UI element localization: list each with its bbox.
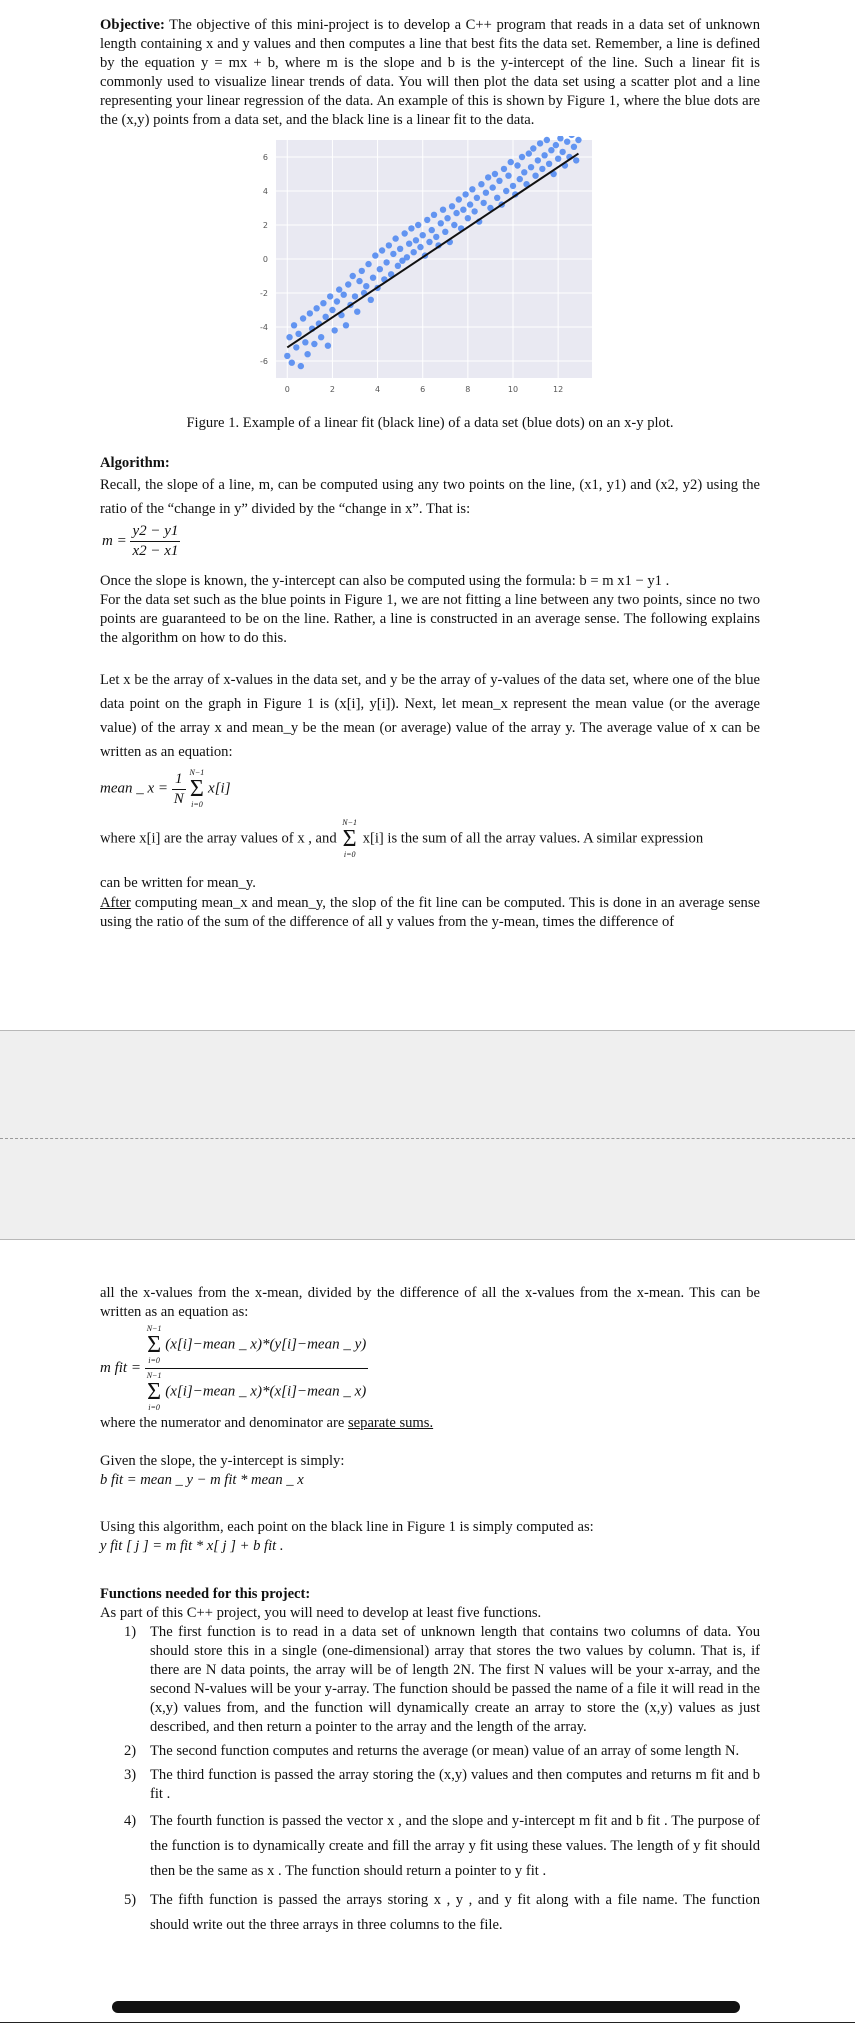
data-point [537,140,543,146]
data-point [334,298,340,304]
data-point [359,268,365,274]
data-point [370,275,376,281]
data-point [379,247,385,253]
home-indicator[interactable] [112,2001,740,2013]
data-point [397,246,403,252]
data-point [469,186,475,192]
page-gap [0,1030,855,1240]
page-break-line [0,1138,855,1139]
x-tick-label: 0 [284,385,290,394]
data-point [496,178,502,184]
data-point [311,341,317,347]
data-point [415,222,421,228]
algorithm-intro-text: Recall, the slope of a line, m, can be computed using any two points on the line, (x1, y1) and (x2, y2) using the ratio of the “change in y” divided by the “change in x”. That is: [100,477,760,517]
data-point [519,154,525,160]
data-point [429,227,435,233]
data-point [442,229,448,235]
objective-paragraph [100,16,760,130]
page-2 [0,1240,855,2030]
sum-lower-limit: i=0 [191,800,203,809]
mean-frac-denominator: N [173,790,184,807]
sum-upper-limit: N−1 [189,768,205,777]
mean-equation [100,768,231,810]
data-point [298,363,304,369]
data-point [413,237,419,243]
data-point [395,263,401,269]
data-point [471,208,477,214]
data-point [368,297,374,303]
after-paragraph [100,894,760,932]
data-point [320,300,326,306]
figure-caption: Figure 1. Example of a linear fit (black line) of a data set (blue dots) on an x-y plot. [186,415,674,431]
data-point [336,286,342,292]
where-separate-paragraph [100,1414,760,1433]
item-number: 5) [124,1892,137,1908]
bfit-equation: b fit = mean _ y − m fit * mean _ x [100,1472,304,1488]
where-paragraph [100,818,760,893]
objective-text: The objective of this mini-project is to develop a C++ program that reads in a data set of unknown length containing x and y values and then computes a line that best fits the data set. Remember, a line is defined by the equation y = mx + b, where m is the slope and b is the y-intercept of the line. Such a linear fit is commonly used to visualize linear trends of data. You will then plot the data set using a scatter plot and a line representing your linear regression of the data. An example of this is shown by Figure 1, where the blue dots are the (x,y) points from a data set, and the black line is a linear fit to the data. [100,17,760,128]
mfit-num-sum-upper: N−1 [146,1324,162,1333]
data-point [573,157,579,163]
objective-heading: Objective: [100,17,165,33]
data-point [564,139,570,145]
data-point [508,159,514,165]
y-tick-label: 4 [262,187,268,196]
data-point [483,190,489,196]
using-text: Using this algorithm, each point on the black line in Figure 1 is simply computed as: [100,1519,594,1535]
item-number: 4) [124,1813,137,1829]
y-tick-label: 0 [262,255,268,264]
where-sum-lower: i=0 [343,850,356,859]
x-tick-label: 10 [507,385,519,394]
data-point [571,144,577,150]
data-point [501,166,507,172]
item-text: The first function is to read in a data set of unknown length that contains two columns of data. You should store this in a single (one-dimensional) array that stores the two values by column. That is, if there are N data points, the array will be of length 2N. The first N values will be your x-array, and the second N-values will be your y-array. The function should be passed the name of a file it will read in the (x,y) values from, and the function will dynamically create an array to store the (x,y) values as just described, and then return a pointer to the array and the length of the array. [150,1624,760,1735]
item-text: The second function computes and returns the average (or mean) value of an array of some length N. [150,1743,740,1759]
list-item [124,1766,760,1804]
mfit-num-term: (x[i]−mean _ x)*(y[i]−mean _ y) [165,1336,367,1353]
data-point [438,220,444,226]
data-point [480,200,486,206]
data-point [485,174,491,180]
data-point [289,360,295,366]
data-point [354,309,360,315]
data-point [390,251,396,257]
data-point [489,184,495,190]
mfit-num-sum-lower: i=0 [148,1356,160,1365]
list-item [124,1888,760,1938]
data-point [307,310,313,316]
where-text-2: x[i] is the sum of all the array values. A similar expression [362,830,704,847]
data-point [521,169,527,175]
data-point [440,207,446,213]
data-point [535,157,541,163]
data-point [365,261,371,267]
mean-sum-symbol: N−1 Σ i=0 [189,768,205,809]
mfit-num-sum: N−1 Σ i=0 [146,1324,162,1365]
algorithm-heading: Algorithm: [100,455,170,471]
data-point [424,217,430,223]
data-point [408,225,414,231]
data-point [555,156,561,162]
data-point [433,234,439,240]
functions-section [100,1585,760,1623]
list-item [124,1623,760,1737]
data-point [343,322,349,328]
item-text: The fourth function is passed the vector x , and the slope and y-intercept m fit and b fit . The purpose of the function is to dynamically create and fill the array y fit using these values. The length of y fit should then be the same as x . The function should return a pointer to y fit . [150,1813,760,1879]
data-point [467,201,473,207]
y-tick-label: 2 [262,221,268,230]
algorithm-intro [100,454,760,521]
data-point [300,315,306,321]
x-tick-label: 12 [553,385,564,394]
data-point [546,161,552,167]
data-point [345,281,351,287]
data-point [404,254,410,260]
data-point [313,305,319,311]
data-point [494,195,500,201]
data-point [568,136,574,138]
data-point [451,222,457,228]
data-point [325,343,331,349]
arrays-text: Let x be the array of x-values in the data set, and y be the array of y-values of the data set, where one of the blue data point on the graph in Figure 1 is (x[i], y[i]). Next, let mean_x represent the mean value (or the average value) of the array x and mean_y be the mean (or average) value of the array y. The average value of x can be written as an equation: [100,672,760,760]
data-point [322,314,328,320]
separate-sums-text: separate sums. [348,1415,434,1431]
figure-1 [252,136,592,398]
mean-term: x[i] [208,780,231,797]
data-point [293,344,299,350]
data-point [284,353,290,359]
intercept-paragraph [100,572,760,648]
data-point [492,171,498,177]
after-word: After [100,895,131,911]
after-text: computing mean_x and mean_y, the slop of the fit line can be computed. This is done in an average sense using the ratio of the sum of the difference of all y values from the y-mean, times the difference of [100,895,760,930]
data-point [295,331,301,337]
data-point [449,203,455,209]
item-number: 1) [124,1624,137,1640]
mfit-lhs: m fit = [100,1360,141,1376]
data-point [510,183,516,189]
x-tick-label: 6 [420,385,426,394]
data-point [548,147,554,153]
x-tick-label: 2 [329,385,335,394]
mfit-den-term: (x[i]−mean _ x)*(x[i]−mean _ x) [165,1383,367,1400]
data-point [553,142,559,148]
where-sum-symbol: N−1 Σ i=0 [342,818,358,859]
mfit-denominator [145,1369,369,1413]
data-point [426,239,432,245]
list-item [124,1742,760,1761]
y-tick-label: -6 [260,357,268,366]
data-point [478,181,484,187]
given-text: Given the slope, the y-intercept is simply: [100,1453,345,1469]
data-point [474,195,480,201]
item-text: The third function is passed the array storing the (x,y) values and then computes and returns m fit and b fit . [150,1767,760,1802]
data-point [444,215,450,221]
data-point [539,166,545,172]
data-point [304,351,310,357]
data-point [331,327,337,333]
data-point [465,215,471,221]
item-number: 3) [124,1767,137,1783]
data-point [559,149,565,155]
mean-lhs: mean _ x = [100,780,169,797]
item-number: 2) [124,1743,137,1759]
data-point [460,207,466,213]
intercept-text: Once the slope is known, the y-intercept can also be computed using the formula: b = m x1 − y1 . [100,573,670,589]
data-point [528,164,534,170]
mfit-den-sum: N−1 Σ i=0 [146,1371,162,1412]
mfit-den-sum-lower: i=0 [148,1403,160,1412]
mfit-numerator [145,1324,369,1369]
data-point [372,252,378,258]
slope-lhs: m = [102,532,127,549]
mean-fraction [172,770,186,809]
data-point [503,188,509,194]
data-point [453,210,459,216]
data-point [532,173,538,179]
data-point [544,137,550,143]
data-point [352,293,358,299]
continue-paragraph [100,1284,760,1322]
functions-intro: As part of this C++ project, you will need to develop at least five functions. [100,1605,542,1621]
data-point [327,293,333,299]
x-tick-label: 4 [375,385,381,394]
data-point [286,334,292,340]
data-point [462,191,468,197]
data-point [386,242,392,248]
scatter-plot [252,136,592,398]
arrays-paragraph [100,668,760,764]
y-tick-label: -2 [260,289,268,298]
data-point [505,173,511,179]
where-text: where x[i] are the array values of x , and [100,830,337,847]
data-point [350,273,356,279]
data-point [410,249,416,255]
bottom-rule [0,2022,855,2023]
data-point [401,230,407,236]
y-tick-label: -4 [260,323,268,332]
mfit-equation [100,1324,368,1413]
data-point [318,334,324,340]
data-point [526,150,532,156]
mean-frac-numerator: 1 [172,770,186,790]
data-point [420,232,426,238]
data-point [417,244,423,250]
slope-fraction [130,522,180,561]
y-tick-label: 6 [262,153,268,162]
fit-text: For the data set such as the blue points in Figure 1, we are not fitting a line between any two points, since no two points are guaranteed to be on the line. Rather, a line is constructed in an average sense. The following explains the algorithm on how to do this. [100,592,760,646]
slope-denominator: x2 − x1 [132,543,179,559]
x-tick-label: 8 [465,385,471,394]
functions-list [124,1623,760,1938]
data-point [575,137,581,143]
continue-text: all the x-values from the x-mean, divided by the difference of all the x-values from the x-mean. This can be written as an equation as: [100,1285,760,1320]
data-point [392,235,398,241]
yfit-equation: y fit [ j ] = m fit * x[ j ] + b fit . [100,1538,284,1554]
data-point [356,278,362,284]
data-point [431,212,437,218]
slope-equation [102,522,180,561]
data-point [541,152,547,158]
data-point [456,196,462,202]
data-point [291,322,297,328]
data-point [377,266,383,272]
where-sum-upper: N−1 [342,818,358,827]
data-point [302,339,308,345]
list-item [124,1809,760,1884]
data-point [517,176,523,182]
mfit-fraction [145,1324,369,1413]
functions-heading: Functions needed for this project: [100,1586,311,1602]
slope-numerator: y2 − y1 [130,522,180,542]
where-separate-text: where the numerator and denominator are [100,1415,348,1431]
using-paragraph [100,1518,760,1556]
data-point [383,259,389,265]
item-text: The fifth function is passed the arrays storing x , y , and y fit along with a file name. The function should write out the three arrays in three columns to the file. [150,1892,760,1933]
data-point [514,162,520,168]
where-text-3: can be written for mean_y. [100,875,256,891]
data-point [341,292,347,298]
data-point [363,283,369,289]
given-paragraph [100,1452,760,1490]
data-point [530,145,536,151]
mfit-den-sum-upper: N−1 [146,1371,162,1380]
data-point [406,241,412,247]
data-point [329,307,335,313]
